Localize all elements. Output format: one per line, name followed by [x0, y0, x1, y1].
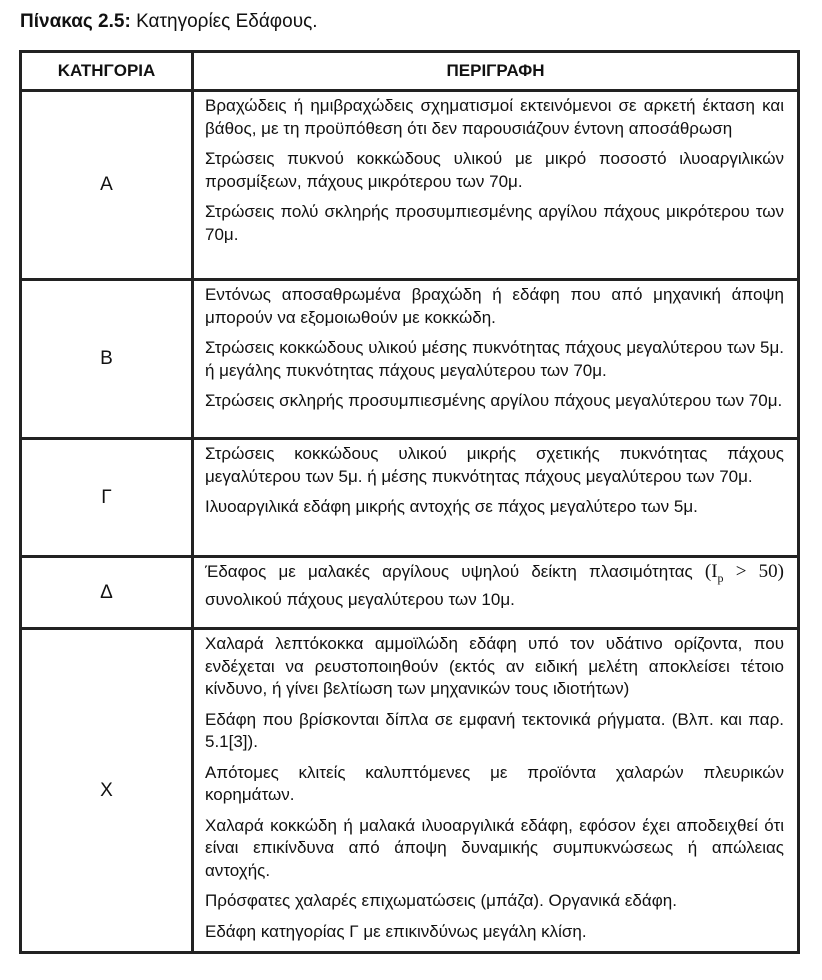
plasticity-index-formula	[704, 561, 784, 585]
category-cell: Γ	[21, 439, 193, 557]
description-item: Στρώσεις πυκνού κοκκώδους υλικού με μικρό ποσοστό ιλυοαργιλικών προσμίξεων, πάχους μικρότερου των 70μ.	[205, 149, 784, 191]
description-item: Εδάφη που βρίσκονται δίπλα σε εμφανή τεκτονικά ρήγματα. (Βλπ. και παρ. 5.1[3]).	[205, 709, 784, 751]
description-item: Απότομες κλιτείς καλυπτόμενες με προϊόντα χαλαρών πλευρικών κορημάτων.	[205, 762, 784, 804]
header-row	[21, 52, 799, 91]
description-item: Χαλαρά λεπτόκοκκα αμμοϊλώδη εδάφη υπό τον υδάτινο ορίζοντα, που ενδέχεται να ρευστοποιηθούν (εκτός αν ειδική μελέτη αποκλείσει τέτοιο κίνδυνο, ή γίνει βελτίωση των μηχανικών τους ιδιοτήτων)	[205, 634, 784, 698]
header-category: ΚΑΤΗΓΟΡΙΑ	[21, 52, 193, 91]
description-cell	[193, 280, 799, 439]
description-item: Στρώσεις πολύ σκληρής προσυμπιεσμένης αργίλου πάχους μικρότερου των 70μ.	[205, 202, 784, 244]
category-cell: Β	[21, 280, 193, 439]
header-description: ΠΕΡΙΓΡΑΦΗ	[193, 52, 799, 91]
formula-close: )	[777, 561, 784, 582]
description-item: Στρώσεις κοκκώδους υλικού μέσης πυκνότητας πάχους μεγαλύτερου των 5μ. ή μεγάλης πυκνότητας πάχους μεγαλύτερου των 70μ.	[205, 338, 784, 380]
formula-subscript: p	[717, 570, 724, 585]
soil-categories-table	[19, 50, 800, 954]
description-item: Εδάφη κατηγορίας Γ με επικινδύνως μεγάλη κλίση.	[205, 921, 587, 941]
table-row	[21, 91, 799, 280]
description-item: Χαλαρά κοκκώδη ή μαλακά ιλυοαργιλικά εδάφη, εφόσον έχει αποδειχθεί ότι είναι επικίνδυνα από άποψη δυναμικής συμπυκνώσεως ή απώλειας αντοχής.	[205, 815, 784, 880]
description-item: Στρώσεις σκληρής προσυμπιεσμένης αργίλου πάχους μεγαλύτερου των 70μ.	[205, 391, 783, 410]
description-item: Πρόσφατες χαλαρές επιχωματώσεις (μπάζα). Οργανικά εδάφη.	[205, 891, 677, 910]
description-cell	[193, 557, 799, 629]
caption-label: Πίνακας 2.5:	[20, 11, 131, 32]
formula-open: (I	[704, 561, 718, 582]
description-cell	[193, 439, 799, 557]
description-item	[205, 561, 784, 612]
category-cell: Χ	[21, 629, 193, 953]
table-caption	[20, 10, 318, 34]
table-row	[21, 557, 799, 629]
description-item: Ιλυοαργιλικά εδάφη μικρής αντοχής σε πάχος μεγαλύτερο των 5μ.	[205, 497, 698, 516]
description-text: συνολικού πάχους μεγαλύτερου των 10μ.	[205, 590, 515, 610]
formula-rest: > 50	[723, 561, 778, 582]
table-row	[21, 439, 799, 557]
description-text: Έδαφος με μαλακές αργίλους υψηλού δείκτη πλασιμότητας	[205, 562, 693, 581]
description-cell	[193, 91, 799, 280]
description-item: Βραχώδεις ή ημιβραχώδεις σχηματισμοί εκτεινόμενοι σε αρκετή έκταση και βάθος, με τη προϋπόθεση ότι δεν παρουσιάζουν έντονη αποσάθρωση	[205, 96, 784, 138]
table-row	[21, 280, 799, 439]
description-item: Στρώσεις κοκκώδους υλικού μικρής σχετικής πυκνότητας πάχους μεγαλύτερου των 5μ. ή μέσης πυκνότητας πάχους μεγαλύτερου των 70μ.	[205, 444, 784, 486]
description-cell	[193, 629, 799, 953]
category-cell: Α	[21, 91, 193, 280]
category-cell: Δ	[21, 557, 193, 629]
table-row	[21, 629, 799, 953]
description-item: Εντόνως αποσαθρωμένα βραχώδη ή εδάφη που από μηχανική άποψη μπορούν να εξομοιωθούν με κοκκώδη.	[205, 285, 784, 327]
caption-text: Κατηγορίες Εδάφους.	[136, 11, 318, 32]
